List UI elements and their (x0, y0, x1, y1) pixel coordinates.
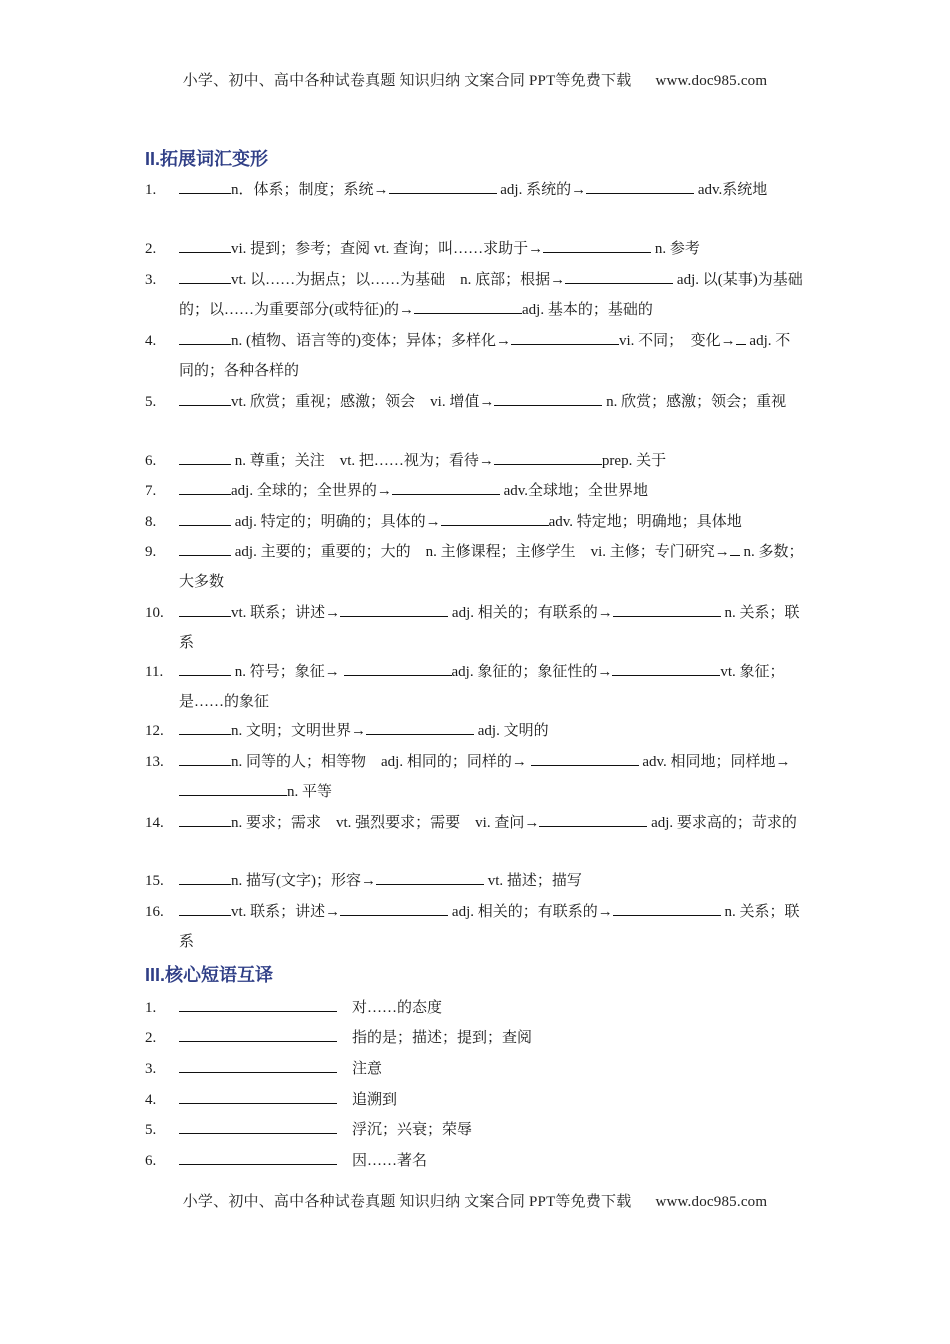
item-text: adj. 不同的；各种各样的 (179, 333, 791, 379)
item-text: n. 欣赏；感激；领会；重视 (606, 394, 787, 410)
item-text: 浮沉；兴衰；荣辱 (352, 1122, 473, 1138)
item-number: 15. (145, 873, 164, 889)
list-item (145, 993, 805, 1023)
answer-blank[interactable] (179, 267, 231, 284)
item-text: vt. 联系；讲述→ (231, 605, 341, 621)
item-number: 4. (145, 333, 157, 349)
list-item (145, 387, 805, 417)
answer-blank[interactable] (736, 328, 746, 345)
item-text: n. 描写(文字)；形容→ (231, 873, 376, 889)
answer-blank[interactable] (344, 659, 452, 676)
item-number: 1. (145, 1000, 157, 1016)
item-text: vt. 联系；讲述→ (231, 904, 341, 920)
item-text: adj. 特定的；明确的；具体的→ (231, 514, 441, 530)
answer-blank[interactable] (179, 600, 231, 617)
item-text: 指的是；描述；提到；查阅 (352, 1030, 533, 1046)
item-text: vt. 描述；描写 (487, 873, 582, 889)
answer-blank[interactable] (494, 448, 602, 465)
answer-blank[interactable] (539, 810, 647, 827)
item-number: 9. (145, 544, 157, 560)
answer-blank[interactable] (565, 267, 673, 284)
answer-blank[interactable] (441, 509, 549, 526)
answer-blank[interactable] (179, 478, 231, 495)
item-text: adj. 相关的；有联系的→ (451, 605, 613, 621)
section-title-phrases: III.核心短语互译 (145, 965, 274, 985)
item-text: vt. 象征；是……的象征 (179, 664, 785, 710)
list-item (145, 265, 805, 325)
answer-blank[interactable] (340, 600, 448, 617)
answer-blank[interactable] (179, 868, 231, 885)
item-text: n. 符号；象征→ (231, 664, 344, 680)
answer-blank[interactable] (179, 995, 337, 1012)
answer-blank[interactable] (179, 509, 231, 526)
item-number: 6. (145, 453, 157, 469)
page-header (0, 69, 950, 90)
answer-blank[interactable] (179, 236, 231, 253)
item-number: 12. (145, 723, 164, 739)
list-item (145, 598, 805, 658)
item-text: n. 同等的人；相等物 adj. 相同的；同样的→ (231, 754, 531, 770)
item-number: 5. (145, 394, 157, 410)
list-item (145, 175, 805, 205)
answer-blank[interactable] (730, 539, 740, 556)
answer-blank[interactable] (366, 718, 474, 735)
item-text: adv. 相同地；同样地→ (642, 754, 791, 770)
answer-blank[interactable] (613, 600, 721, 617)
item-text: vt. 欣赏；重视；感激；领会 vi. 增值→ (231, 394, 495, 410)
list-item (145, 866, 805, 896)
list-item (145, 326, 805, 386)
item-text: adj. 文明的 (477, 723, 549, 739)
list-item (145, 808, 805, 838)
item-text: n. 多数；大多数 (179, 544, 804, 590)
answer-blank[interactable] (612, 659, 720, 676)
item-number: 3. (145, 1061, 157, 1077)
item-text: vi. 不同； 变化→ (619, 333, 736, 349)
item-text: n. 关系；联系 (179, 605, 800, 651)
answer-blank[interactable] (179, 659, 231, 676)
list-item (145, 1023, 805, 1053)
item-text: adv.系统地 (697, 182, 768, 198)
answer-blank[interactable] (392, 478, 500, 495)
list-item (145, 747, 805, 807)
item-number: 2. (145, 241, 157, 257)
answer-blank[interactable] (414, 297, 522, 314)
answer-blank[interactable] (179, 1025, 337, 1042)
item-text: n．体系；制度；系统→ (231, 182, 389, 198)
answer-blank[interactable] (494, 389, 602, 406)
item-text: adj. 主要的；重要的；大的 n. 主修课程；主修学生 vi. 主修；专门研究→ (231, 544, 730, 560)
item-number: 16. (145, 904, 164, 920)
item-number: 10. (145, 605, 164, 621)
list-item (145, 657, 805, 717)
item-text: vt. 以……为据点；以……为基础 n. 底部；根据→ (231, 272, 566, 288)
answer-blank[interactable] (389, 177, 497, 194)
item-text: 因……著名 (352, 1153, 428, 1169)
answer-blank[interactable] (179, 177, 231, 194)
header-url[interactable]: www.doc985.com (655, 73, 768, 89)
item-text: vi. 提到；参考；查阅 vt. 查询；叫……求助于→ (231, 241, 544, 257)
answer-blank[interactable] (179, 899, 231, 916)
item-text: 追溯到 (352, 1092, 398, 1108)
item-text: n. 参考 (654, 241, 700, 257)
list-item (145, 1054, 805, 1084)
footer-text: 小学、初中、高中各种试卷真题 知识归纳 文案合同 PPT等免费下载 (182, 1194, 632, 1210)
page-footer (0, 1190, 950, 1211)
list-item (145, 897, 805, 957)
item-number: 11. (145, 664, 164, 680)
answer-blank[interactable] (340, 899, 448, 916)
item-number: 1. (145, 182, 157, 198)
item-text: adj. 以(某事)为基础的；以……为重要部分(或特征)的→ (179, 272, 803, 318)
answer-blank[interactable] (179, 389, 231, 406)
answer-blank[interactable] (179, 718, 231, 735)
item-text: adv.全球地；全世界地 (503, 483, 649, 499)
answer-blank[interactable] (179, 1117, 337, 1134)
list-item (145, 507, 805, 537)
item-number: 3. (145, 272, 157, 288)
item-text: adj. 系统的→ (500, 182, 587, 198)
item-text: n. 平等 (287, 784, 333, 800)
item-text: 注意 (352, 1061, 383, 1077)
answer-blank[interactable] (179, 749, 231, 766)
answer-blank[interactable] (179, 810, 231, 827)
answer-blank[interactable] (179, 1148, 337, 1165)
item-number: 2. (145, 1030, 157, 1046)
item-text: adj. 象征的；象征性的→ (451, 664, 613, 680)
answer-blank[interactable] (179, 1056, 337, 1073)
answer-blank[interactable] (543, 236, 651, 253)
item-text: n. 要求；需求 vt. 强烈要求；需要 vi. 查问→ (231, 815, 540, 831)
answer-blank[interactable] (179, 448, 231, 465)
answer-blank[interactable] (613, 899, 721, 916)
item-text: adj. 相关的；有联系的→ (451, 904, 613, 920)
answer-blank[interactable] (531, 749, 639, 766)
item-text: n. 尊重；关注 vt. 把……视为；看待→ (231, 453, 494, 469)
section-title-vocab-forms: II.拓展词汇变形 (145, 149, 269, 169)
list-item (145, 446, 805, 476)
item-text: adj. 要求高的；苛求的 (651, 815, 797, 831)
list-item (145, 476, 805, 506)
item-number: 8. (145, 514, 157, 530)
list-item (145, 1115, 805, 1145)
answer-blank[interactable] (179, 779, 287, 796)
list-item (145, 1146, 805, 1176)
list-item (145, 234, 805, 264)
item-text: adj. 全球的；全世界的→ (231, 483, 392, 499)
answer-blank[interactable] (586, 177, 694, 194)
list-item (145, 1085, 805, 1115)
answer-blank[interactable] (376, 868, 484, 885)
answer-blank[interactable] (179, 328, 231, 345)
answer-blank[interactable] (179, 539, 231, 556)
header-text: 小学、初中、高中各种试卷真题 知识归纳 文案合同 PPT等免费下载 (182, 73, 632, 89)
item-number: 7. (145, 483, 157, 499)
item-text: prep. 关于 (601, 453, 667, 469)
item-number: 6. (145, 1153, 157, 1169)
list-item (145, 716, 805, 746)
answer-blank[interactable] (511, 328, 619, 345)
item-text: n. (植物、语言等的)变体；异体；多样化→ (231, 333, 511, 349)
item-text: adv. 特定地；明确地；具体地 (548, 514, 742, 530)
item-text: adj. 基本的；基础的 (522, 302, 653, 318)
item-number: 14. (145, 815, 164, 831)
footer-url[interactable]: www.doc985.com (655, 1194, 768, 1210)
answer-blank[interactable] (179, 1087, 337, 1104)
item-text: n. 文明；文明世界→ (231, 723, 367, 739)
item-number: 4. (145, 1092, 157, 1108)
item-number: 13. (145, 754, 164, 770)
item-text: n. 关系；联系 (179, 904, 800, 950)
item-text: 对……的态度 (352, 1000, 443, 1016)
item-number: 5. (145, 1122, 157, 1138)
list-item (145, 537, 805, 597)
